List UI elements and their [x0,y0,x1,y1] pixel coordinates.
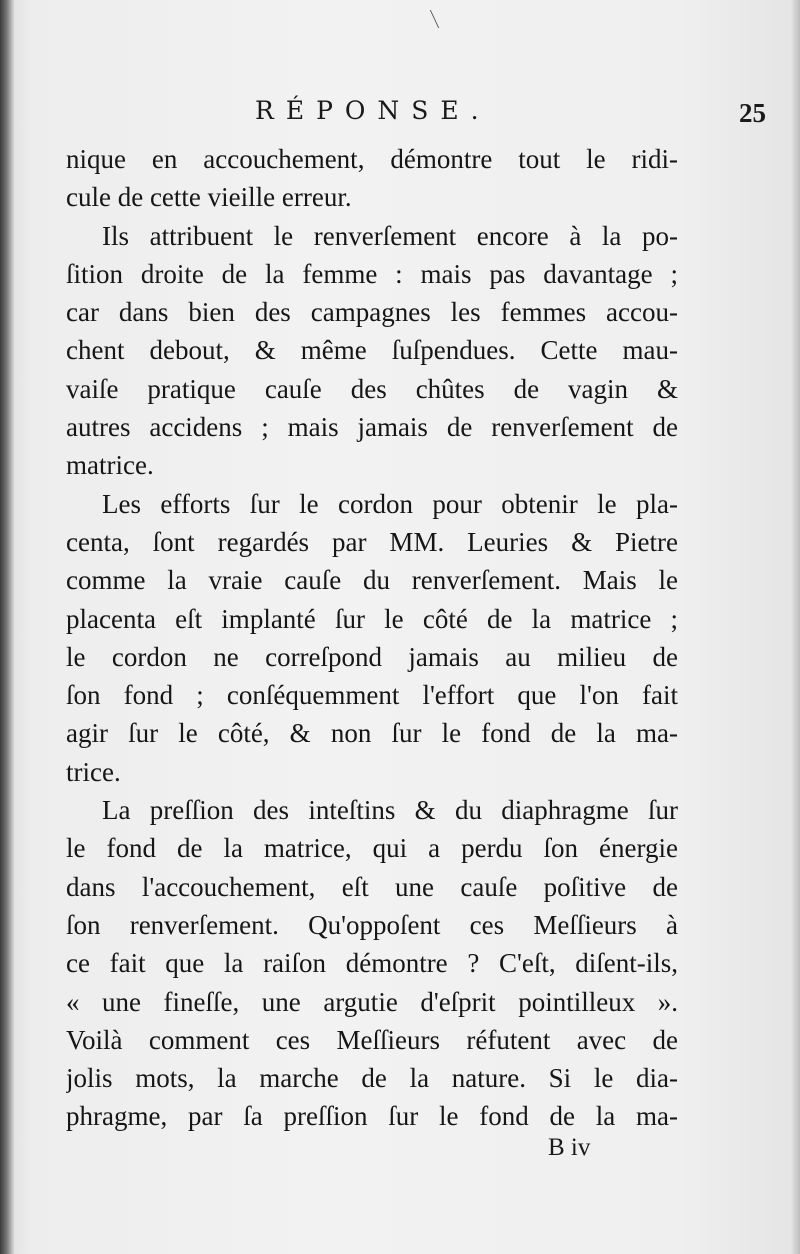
text-line: dans l'accouchement, eſt une cauſe poſitive de [66,871,678,902]
body-text [66,140,678,1136]
signature-mark: B iv [548,1134,591,1161]
text-line: jolis mots, la marche de la nature. Si le dia- [66,1063,678,1094]
text-line: le fond de la matrice, qui a perdu ſon énergie [66,833,678,864]
text-line: Voilà comment ces Meſſieurs réfutent avec de [66,1024,678,1055]
text-line: placenta eſt implanté ſur le côté de la matrice ; [66,603,678,634]
text-line: ce fait que la raiſon démontre ? C'eſt, diſent-ils, [66,948,678,979]
text-line: phragme, par ſa preſſion ſur le fond de la ma- [66,1101,678,1132]
text-line: ſon fond ; conſéquemment l'effort que l'on fait [66,680,678,711]
text-line: cule de cette vieille erreur. [66,182,352,213]
page-number: 25 [739,98,766,128]
text-line: ſition droite de la femme : mais pas davantage ; [66,258,678,289]
text-line: car dans bien des campagnes les femmes accou- [66,297,678,328]
text-line: vaiſe pratique cauſe des chûtes de vagin & [66,373,678,404]
text-line: comme la vraie cauſe du renverſement. Mais le [66,565,678,596]
text-line: trice. [66,756,121,787]
text-line: matrice. [66,450,154,481]
text-line: agir ſur le côté, & non ſur le fond de la ma- [66,718,678,749]
text-line: autres accidens ; mais jamais de renverſement de [66,412,678,443]
text-line: nique en accouchement, démontre tout le ridi- [66,144,678,174]
text-line: centa, ſont regardés par MM. Leuries & Pietre [66,526,678,557]
text-line: le cordon ne correſpond jamais au milieu de [66,641,678,672]
paragraph-start-line: Les efforts ſur le cordon pour obtenir le pla- [102,488,678,519]
text-line: chent debout, & même ſuſpendues. Cette mau- [66,335,678,366]
paragraph-start-line: La preſſion des inteſtins & du diaphragme ſur [102,795,678,826]
paragraph-start-line: Ils attribuent le renverſement encore à la po- [102,220,678,251]
text-line: « une fineſſe, une argutie d'eſprit pointilleux ». [66,986,678,1017]
running-head [0,96,800,136]
text-line: ſon renverſement. Qu'oppoſent ces Meſſieurs à [66,909,678,940]
running-title: RÉPONSE. [255,96,491,125]
printer-mark [418,10,439,28]
